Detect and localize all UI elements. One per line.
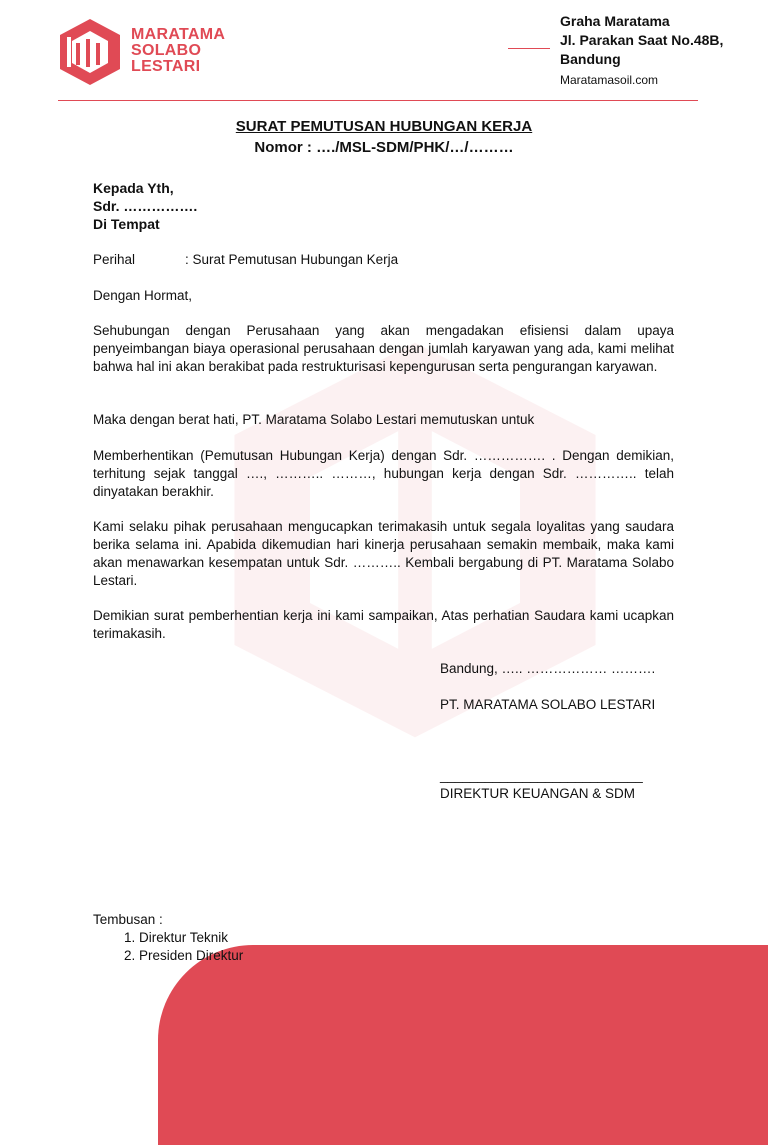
recipient-line-2: Sdr. ……………. [93,198,198,214]
logo-line-1: MARATAMA [131,26,226,43]
signature-position: DIREKTUR KEUANGAN & SDM [440,786,636,801]
letter-number: Nomor : …./MSL-SDM/PHK/…/……… [254,139,514,156]
paragraph-5: Demikian surat pemberhentian kerja ini kami sampaikan, Atas perhatian Saudara kami ucapkan terimakasih. [93,608,674,641]
subject-label: Perihal [93,252,136,267]
subject-value: : Surat Pemutusan Hubungan Kerja [185,252,399,267]
signature-company: PT. MARATAMA SOLABO LESTARI [440,697,656,712]
logo-line-2: SOLABO [131,42,202,59]
paragraph-2: Maka dengan berat hati, PT. Maratama Solabo Lestari memutuskan untuk [93,412,535,427]
address-accent-line [508,48,550,49]
signature-line: ___________________________ [440,768,643,783]
paragraph-4: Kami selaku pihak perusahaan mengucapkan terimakasih untuk segala loyalitas yang saudara berika selama ini. Apabida dikemudian hari kinerja perusahaan semakin membaik, maka kami akan menawarkan kesempatan untuk Sdr. ……….. Kembali bergabung di PT. Maratama Solabo Lestari. [93,519,674,588]
subject-line [93,251,674,269]
company-website: Maratamasoil.com [560,73,659,87]
paragraph-3: Memberhentikan (Pemutusan Hubungan Kerja) dengan Sdr. ……………. . Dengan demikian, terhitung sejak tanggal …., ……….. ………, hubungan kerja dengan Sdr. ………….. telah dinyatakan berakhir. [93,448,674,499]
footer-decoration [158,945,768,1145]
company-address [560,12,723,90]
logo-line-3: LESTARI [131,58,201,75]
recipient-line-3: Di Tempat [93,216,160,232]
signature-place-date: Bandung, ….. ……………… ………. [440,661,656,676]
carbon-copy-item: 1. Direktur Teknik [139,929,243,947]
carbon-copy-item: 2. Presiden Direktur [139,947,243,965]
company-logo-text [131,27,225,75]
paragraph-1: Sehubungan dengan Perusahaan yang akan mengadakan efisiensi dalam upaya penyeimbangan biaya operasional perusahaan dengan jumlah karyawan yang ada, kami melihat bahwa hal ini akan berakibat pada restrukturisasi kepengurusan serta pengurangan karyawan. [93,323,674,374]
address-line-3: Bandung [560,51,621,67]
carbon-copy-list [93,929,243,965]
recipient-block [93,179,197,233]
letter-title: SURAT PEMUTUSAN HUBUNGAN KERJA [235,118,533,135]
salutation: Dengan Hormat, [93,288,193,303]
carbon-copy-block [93,911,243,965]
address-line-2: Jl. Parakan Saat No.48B, [560,32,724,48]
carbon-copy-label: Tembusan : [93,912,163,927]
recipient-line-1: Kepada Yth, [93,180,174,196]
header-divider [58,100,698,101]
address-line-1: Graha Maratama [560,13,670,29]
